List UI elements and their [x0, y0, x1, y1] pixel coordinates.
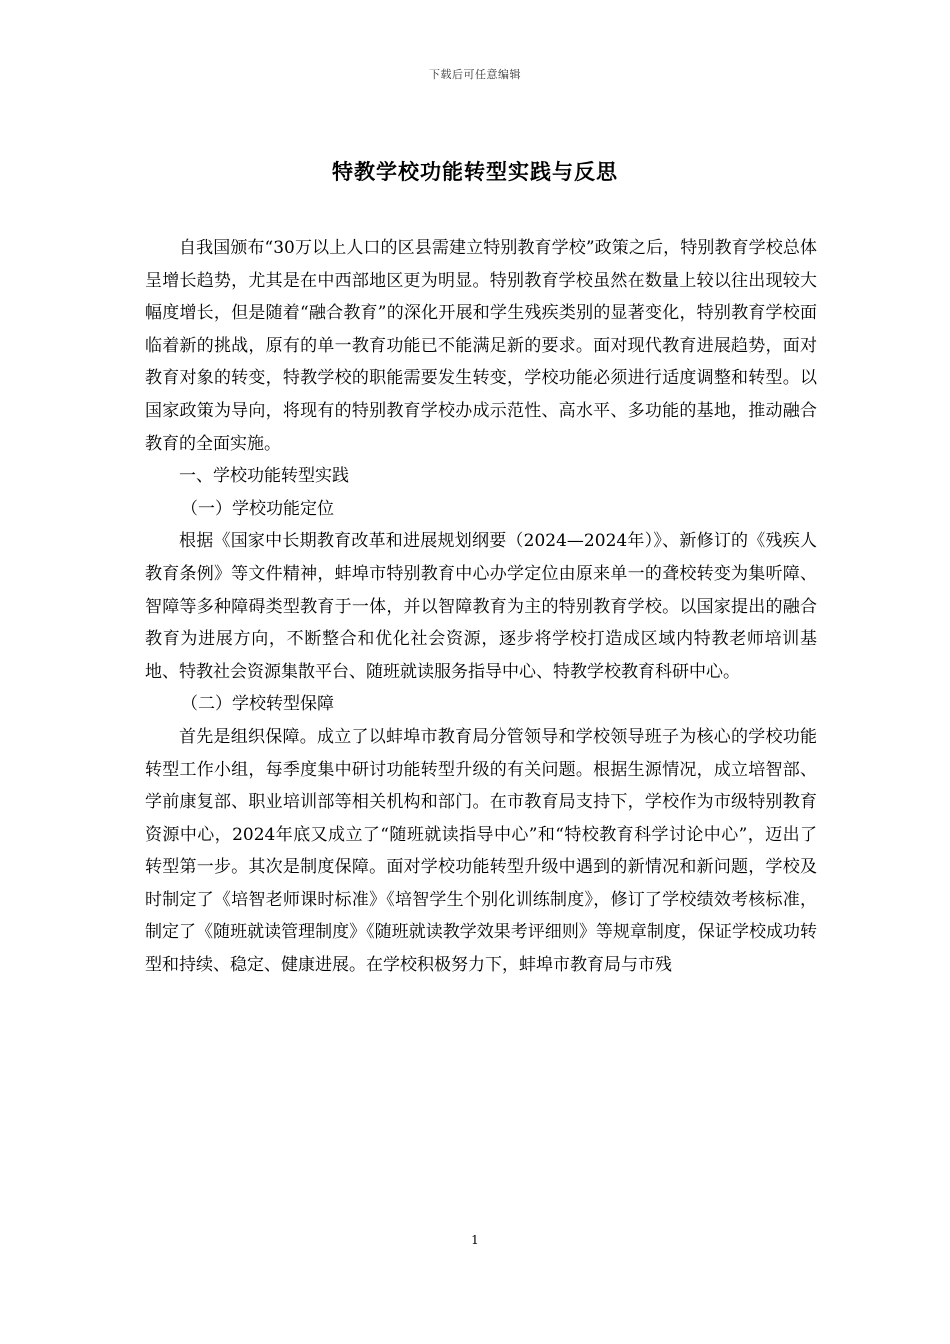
subsection-heading: （二）学校转型保障 [181, 694, 334, 715]
section-heading: 一、学校功能转型实践 [179, 466, 349, 487]
document-body [145, 232, 817, 982]
subsection-heading: （一）学校功能定位 [181, 498, 334, 519]
document-title: 特教学校功能转型实践与反思 [332, 159, 618, 184]
body-paragraph: 根据《国家中长期教育改革和进展规划纲要（2024—2024年）》、新修订的《残疾人教育条例》等文件精神，蚌埠市特别教育中心办学定位由原来单一的聋校转变为集听障、智障等多种障碍类型教育于一体，并以智障教育为主的特别教育学校。以国家提出的融合教育为进展方向，不断整合和优化社会资源，逐步将学校打造成区域内特教老师培训基地、特教社会资源集散平台、随班就读服务指导中心、特教学校教育科研中心。 [145, 531, 817, 682]
page-number: 1 [471, 1233, 479, 1247]
body-paragraph: 首先是组织保障。成立了以蚌埠市教育局分管领导和学校领导班子为核心的学校功能转型工作小组，每季度集中研讨功能转型升级的有关问题。根据生源情况，成立培智部、学前康复部、职业培训部等相关机构和部门。在市教育局支持下，学校作为市级特别教育资源中心，2024年底又成立了“随班就读指导中心”和“特校教育科学讨论中心”，迈出了转型第一步。其次是制度保障。面对学校功能转型升级中遇到的新情况和新问题，学校及时制定了《培智老师课时标准》《培智学生个别化训练制度》，修订了学校绩效考核标准，制定了《随班就读管理制度》《随班就读教学效果考评细则》等规章制度，保证学校成功转型和持续、稳定、健康进展。在学校积极努力下，蚌埠市教育局与市残 [145, 726, 817, 976]
page-header: 下载后可任意编辑 [429, 68, 521, 81]
intro-paragraph: 自我国颁布“30万以上人口的区县需建立特别教育学校”政策之后，特别教育学校总体呈增长趋势，尤其是在中西部地区更为明显。特别教育学校虽然在数量上较以往出现较大幅度增长，但是随着“融合教育”的深化开展和学生残疾类别的显著变化，特别教育学校面临着新的挑战，原有的单一教育功能已不能满足新的要求。面对现代教育进展趋势，面对教育对象的转变，特教学校的职能需要发生转变，学校功能必须进行适度调整和转型。以国家政策为导向，将现有的特别教育学校办成示范性、高水平、多功能的基地，推动融合教育的全面实施。 [145, 238, 817, 454]
